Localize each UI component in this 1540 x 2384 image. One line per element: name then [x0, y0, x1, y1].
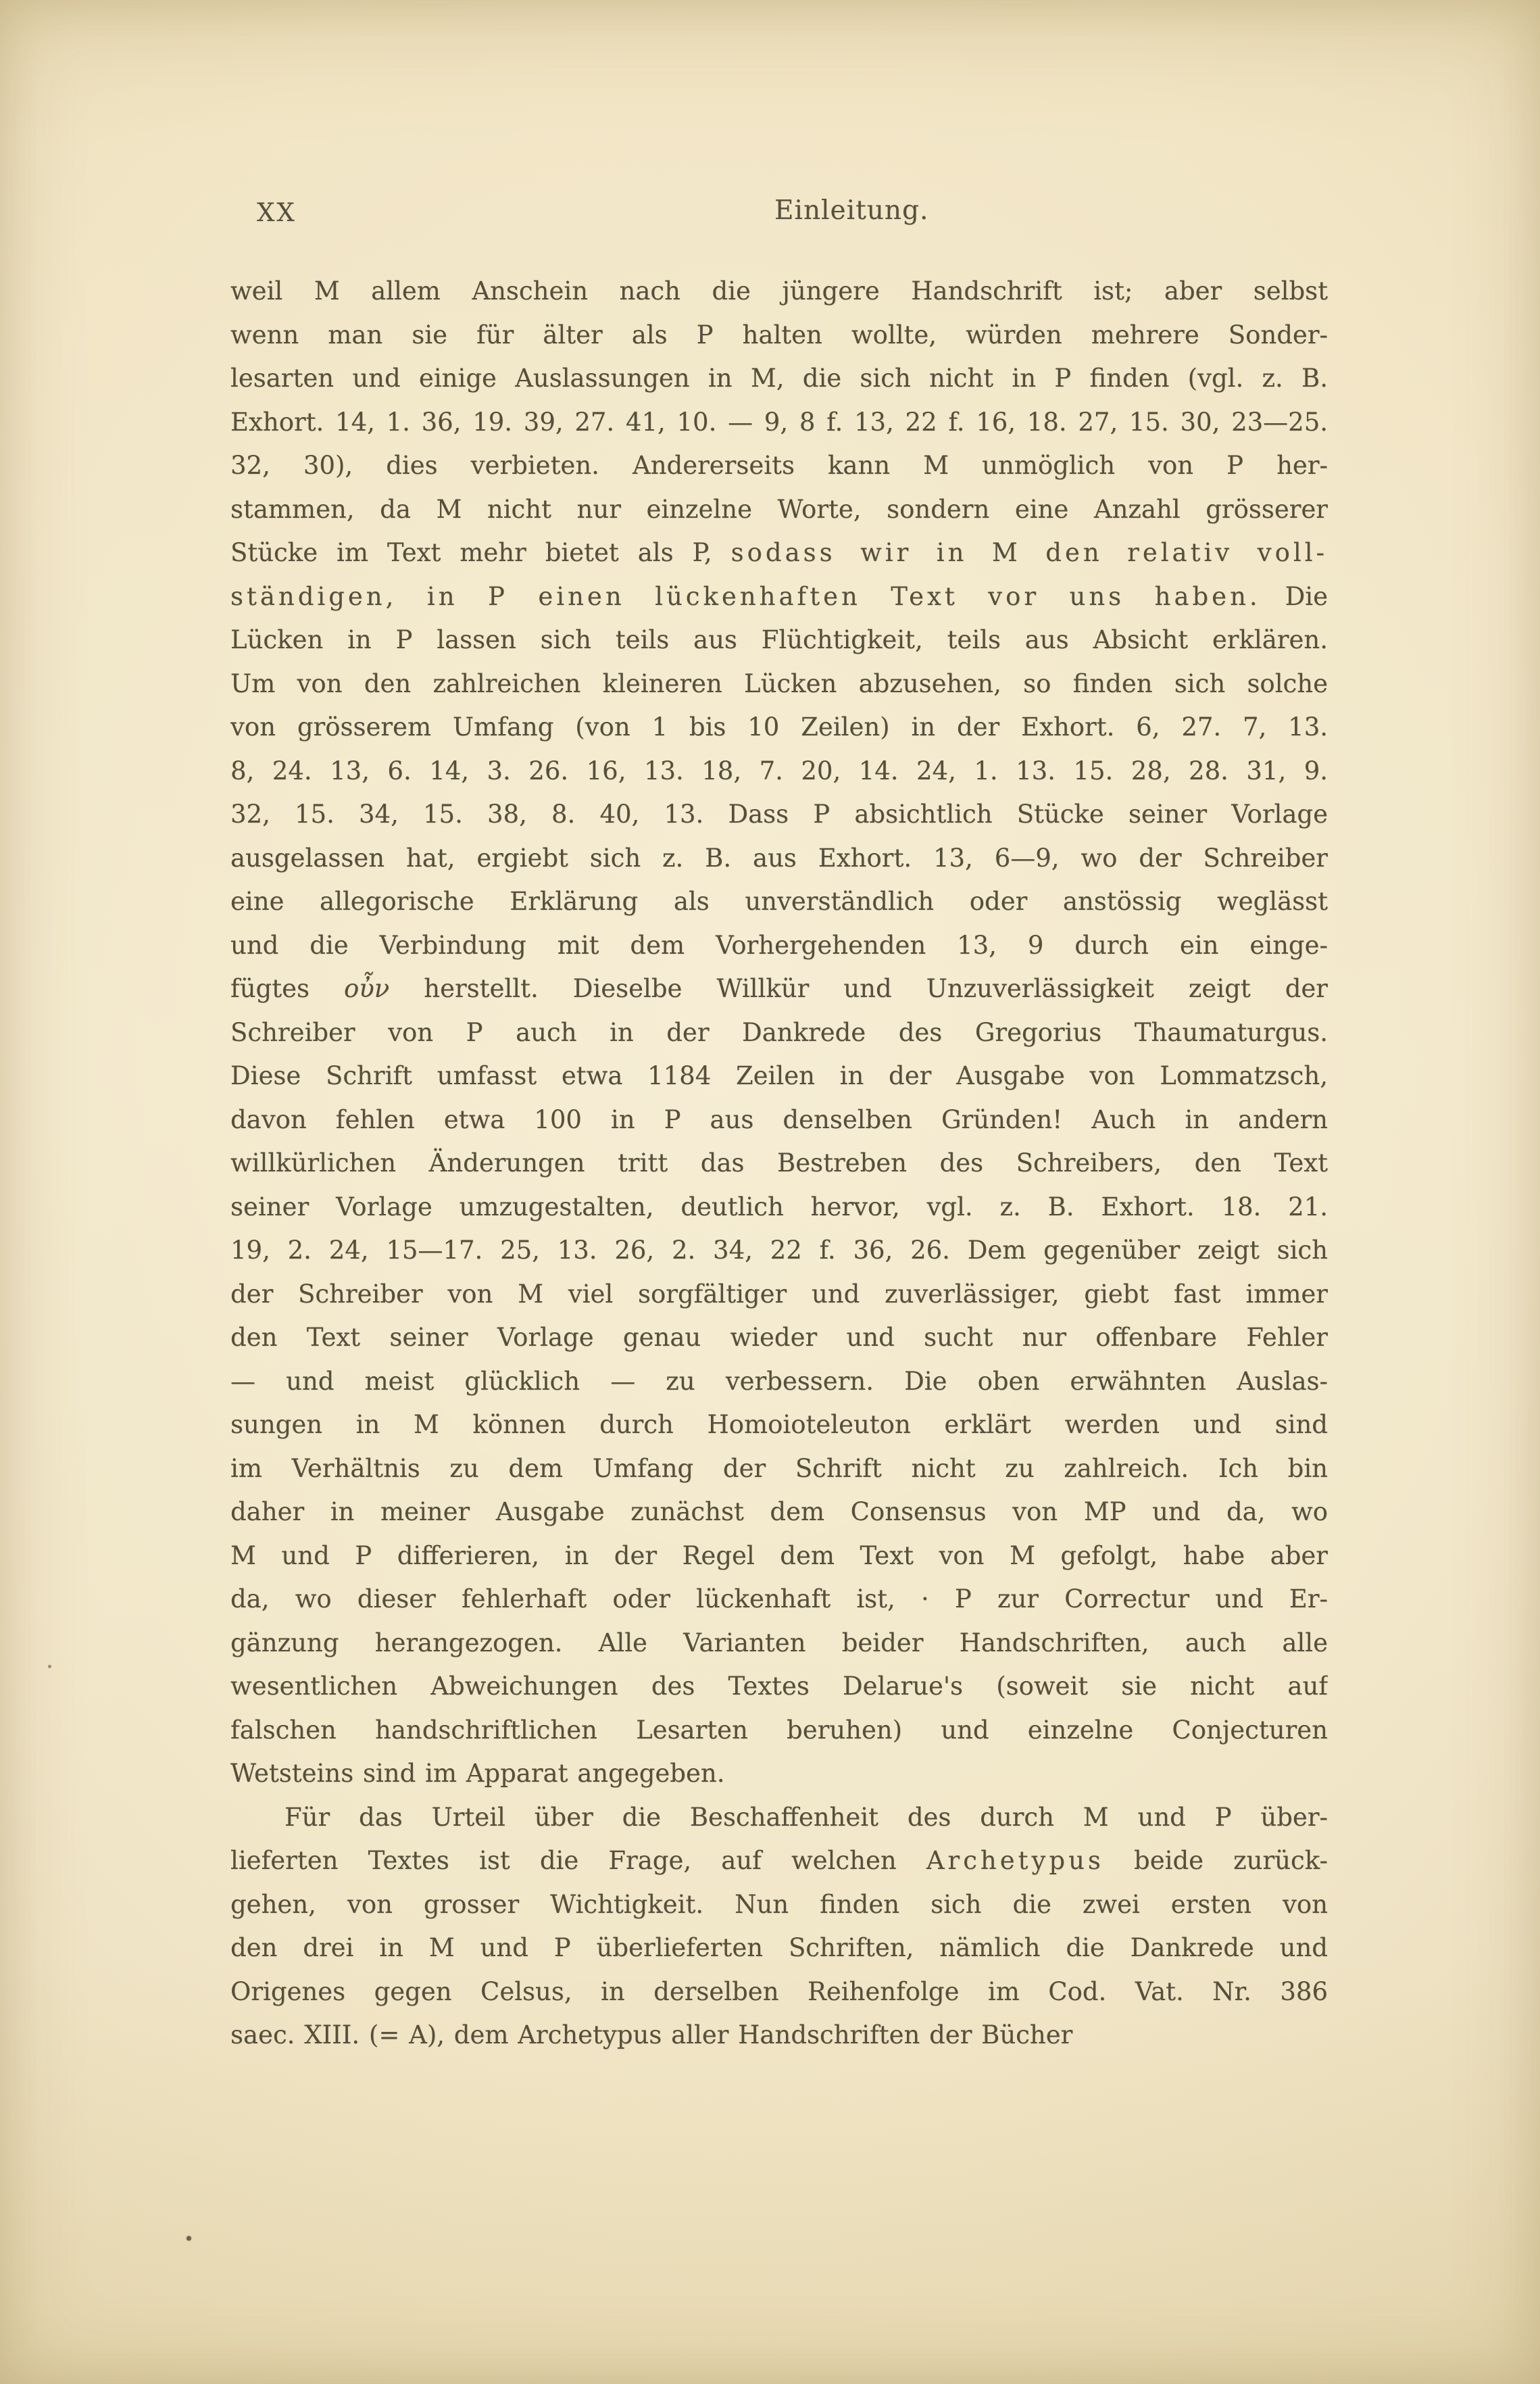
- text-segment: und die Verbindung mit dem Vorhergehenden 13, 9 durch ein einge-: [230, 930, 1328, 960]
- text-segment: gänzung herangezogen. Alle Varianten beider Handschriften, auch alle: [230, 1628, 1328, 1657]
- text-line: [230, 1142, 1328, 1186]
- text-segment: falschen handschriftlichen Lesarten beruhen) und einzelne Conjecturen: [230, 1715, 1328, 1745]
- text-line: [230, 1447, 1328, 1491]
- text-segment: Exhort. 14, 1. 36, 19. 39, 27. 41, 10. — 9, 8 f. 13, 22 f. 16, 18. 27, 15. 30, 23—25.: [230, 407, 1328, 437]
- emphasized-text: οὖν: [343, 974, 390, 1003]
- text-segment: willkürlichen Änderungen tritt das Bestreben des Schreibers, den Text: [230, 1148, 1328, 1177]
- text-line: [230, 1229, 1328, 1273]
- text-segment: M und P differieren, in der Regel dem Text von M gefolgt, habe aber: [230, 1540, 1328, 1570]
- text-line: [230, 1622, 1328, 1665]
- text-line: [230, 2014, 1328, 2058]
- text-segment: im Verhältnis zu dem Umfang der Schrift nicht zu zahlreich. Ich bin: [230, 1453, 1328, 1483]
- text-line: [230, 1883, 1328, 1927]
- text-segment: Schreiber von P auch in der Dankrede des Gregorius Thaumaturgus.: [230, 1017, 1328, 1047]
- text-line: [230, 1403, 1328, 1447]
- text-line: [230, 924, 1328, 968]
- text-segment: 8, 24. 13, 6. 14, 3. 26. 16, 13. 18, 7. 20, 14. 24, 1. 13. 15. 28, 28. 31, 9.: [230, 756, 1328, 785]
- text-segment: Lücken in P lassen sich teils aus Flüchtigkeit, teils aus Absicht erklären.: [230, 625, 1328, 654]
- text-segment: Wetsteins sind im Apparat angegeben.: [230, 1759, 725, 1788]
- running-title: Einleitung.: [774, 195, 929, 226]
- text-line: [230, 1360, 1328, 1404]
- text-segment: fügtes: [230, 974, 344, 1003]
- text-line: [230, 1839, 1328, 1883]
- text-segment: den Text seiner Vorlage genau wieder und sucht nur offenbare Fehler: [230, 1323, 1328, 1352]
- text-line: [230, 1796, 1328, 1840]
- text-segment: der Schreiber von M viel sorgfältiger und zuverlässiger, giebt fast immer: [230, 1279, 1328, 1309]
- text-line: [230, 444, 1328, 488]
- text-line: [230, 1054, 1328, 1098]
- text-line: [230, 1316, 1328, 1360]
- text-segment: — und meist glücklich — zu verbessern. Die oben erwähnten Auslas-: [230, 1366, 1328, 1396]
- text-line: [230, 314, 1328, 358]
- emphasized-text: sodass wir in M den relativ voll-: [730, 538, 1328, 567]
- text-line: [230, 1709, 1328, 1753]
- text-line: [230, 488, 1328, 532]
- text-segment: Die: [1260, 581, 1328, 611]
- text-segment: Diese Schrift umfasst etwa 1184 Zeilen in der Ausgabe von Lommatzsch,: [230, 1061, 1328, 1090]
- text-segment: den drei in M und P überlieferten Schriften, nämlich die Dankrede und: [230, 1933, 1328, 1962]
- text-line: [230, 662, 1328, 706]
- text-segment: eine allegorische Erklärung als unverständlich oder anstössig weglässt: [230, 887, 1328, 916]
- text-line: [230, 793, 1328, 837]
- text-segment: lieferten Textes ist die Frage, auf welchen: [230, 1846, 926, 1875]
- text-segment: beide zurück-: [1103, 1846, 1328, 1875]
- text-segment: daher in meiner Ausgabe zunächst dem Consensus von MP und da, wo: [230, 1497, 1328, 1526]
- text-line: [230, 401, 1328, 445]
- text-line: [230, 618, 1328, 662]
- text-segment: ausgelassen hat, ergiebt sich z. B. aus Exhort. 13, 6—9, wo der Schreiber: [230, 843, 1328, 873]
- emphasized-text: ständigen, in P einen lückenhaften Text vor uns haben.: [230, 581, 1261, 611]
- text-line: [230, 575, 1328, 619]
- text-segment: gehen, von grosser Wichtigkeit. Nun finden sich die zwei ersten von: [230, 1889, 1328, 1919]
- text-segment: stammen, da M nicht nur einzelne Worte, sondern eine Anzahl grösserer: [230, 494, 1328, 524]
- text-segment: wesentlichen Abweichungen des Textes Delarue's (soweit sie nicht auf: [230, 1672, 1328, 1701]
- text-line: [230, 357, 1328, 401]
- text-line: [230, 270, 1328, 314]
- page-number: XX: [257, 198, 297, 227]
- text-segment: 32, 15. 34, 15. 38, 8. 40, 13. Dass P absichtlich Stücke seiner Vorlage: [230, 800, 1328, 829]
- text-line: [230, 1578, 1328, 1622]
- text-line: [230, 1273, 1328, 1317]
- running-header: [0, 195, 1540, 236]
- text-line: [230, 1970, 1328, 2014]
- text-segment: 32, 30), dies verbieten. Andererseits kann M unmöglich von P her-: [230, 451, 1328, 480]
- text-segment: Für das Urteil über die Beschaffenheit des durch M und P über-: [284, 1802, 1328, 1832]
- emphasized-text: Archetypus: [926, 1846, 1104, 1875]
- text-line: [230, 1186, 1328, 1230]
- text-line: [230, 1665, 1328, 1709]
- text-line: [230, 837, 1328, 881]
- text-line: [230, 531, 1328, 575]
- text-segment: Origenes gegen Celsus, in derselben Reihenfolge im Cod. Vat. Nr. 386: [230, 1976, 1328, 2006]
- text-segment: seiner Vorlage umzugestalten, deutlich hervor, vgl. z. B. Exhort. 18. 21.: [230, 1192, 1328, 1221]
- text-segment: da, wo dieser fehlerhaft oder lückenhaft ist, · P zur Correctur und Er-: [230, 1584, 1328, 1613]
- text-segment: 19, 2. 24, 15—17. 25, 13. 26, 2. 34, 22 f. 36, 26. Dem gegenüber zeigt sich: [230, 1236, 1328, 1265]
- text-line: [230, 1534, 1328, 1578]
- text-segment: weil M allem Anschein nach die jüngere Handschrift ist; aber selbst: [230, 276, 1328, 306]
- text-line: [230, 880, 1328, 924]
- text-segment: sungen in M können durch Homoioteleuton erklärt werden und sind: [230, 1410, 1328, 1439]
- text-line: [230, 706, 1328, 750]
- text-segment: Um von den zahlreichen kleineren Lücken abzusehen, so finden sich solche: [230, 668, 1328, 698]
- text-segment: davon fehlen etwa 100 in P aus denselben Gründen! Auch in andern: [230, 1104, 1328, 1134]
- ink-speck: [187, 2236, 191, 2241]
- text-line: [230, 1490, 1328, 1534]
- text-line: [230, 1011, 1328, 1055]
- text-segment: Stücke im Text mehr bietet als P,: [230, 538, 731, 567]
- text-line: [230, 967, 1328, 1011]
- text-segment: wenn man sie für älter als P halten wollte, würden mehrere Sonder-: [230, 320, 1328, 349]
- ink-speck: [48, 1665, 51, 1668]
- text-segment: saec. XIII. (= A), dem Archetypus aller Handschriften der Bücher: [230, 2020, 1073, 2049]
- text-line: [230, 750, 1328, 794]
- text-segment: herstellt. Dieselbe Willkür und Unzuverlässigkeit zeigt der: [389, 974, 1328, 1003]
- text-segment: von grösserem Umfang (von 1 bis 10 Zeilen) in der Exhort. 6, 27. 7, 13.: [230, 712, 1328, 741]
- text-segment: lesarten und einige Auslassungen in M, die sich nicht in P finden (vgl. z. B.: [230, 364, 1328, 393]
- body-text-block: [230, 270, 1328, 2058]
- text-line: [230, 1752, 1328, 1796]
- text-line: [230, 1926, 1328, 1970]
- text-line: [230, 1098, 1328, 1142]
